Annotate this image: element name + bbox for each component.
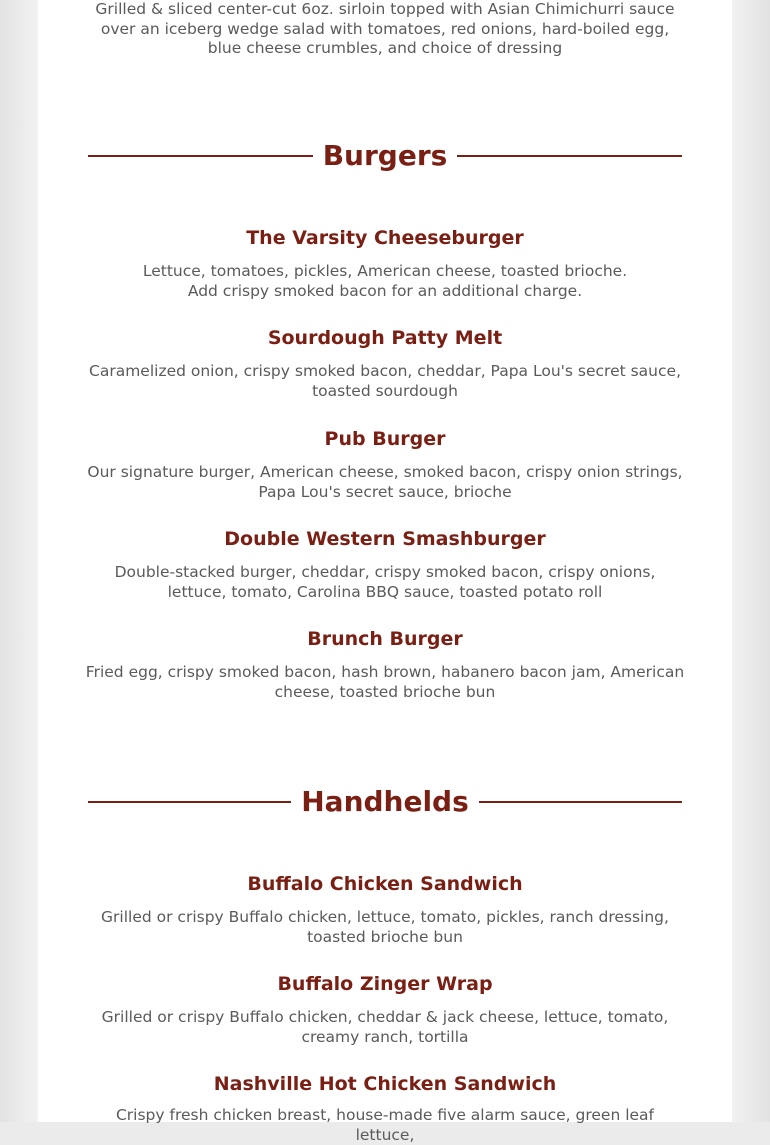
item-description: Our signature burger, American cheese, smoked bacon, crispy onion strings, Papa Lou's secret sauce, brioche [87, 463, 683, 501]
item-title: Double Western Smashburger [224, 528, 546, 550]
item-note: Add crispy smoked bacon for an additional charge. [187, 282, 583, 300]
item-description: Double-stacked burger, cheddar, crispy smoked bacon, crispy onions, lettuce, tomato, Carolina BBQ sauce, toasted potato roll [114, 563, 656, 601]
item-title: Buffalo Zinger Wrap [277, 973, 493, 995]
item-description: Caramelized onion, crispy smoked bacon, cheddar, Papa Lou's secret sauce, toasted sourdough [89, 362, 681, 400]
item-title: Sourdough Patty Melt [267, 327, 503, 349]
item-title: Pub Burger [324, 428, 446, 450]
item-description: Crispy fresh chicken breast, house-made five alarm sauce, green leaf lettuce, [115, 1106, 655, 1144]
divider-line [457, 155, 682, 157]
item-description: Fried egg, crispy smoked bacon, hash brown, habanero bacon jam, American cheese, toasted brioche bun [85, 663, 685, 701]
divider-line [479, 801, 682, 803]
item-description: Lettuce, tomatoes, pickles, American cheese, toasted brioche. [142, 262, 628, 280]
item-description: Grilled & sliced center-cut 6oz. sirloin topped with Asian Chimichurri sauce over an iceberg wedge salad with tomatoes, red onions, hard-boiled egg, blue cheese crumbles, and choice of dressing [95, 0, 675, 57]
section-header-burgers [88, 136, 682, 176]
item-description: Grilled or crispy Buffalo chicken, lettuce, tomato, pickles, ranch dressing, toasted brioche bun [101, 908, 669, 946]
item-title: Brunch Burger [307, 628, 463, 650]
item-title: Nashville Hot Chicken Sandwich [213, 1073, 557, 1095]
divider-line [88, 801, 291, 803]
item-description: Grilled or crispy Buffalo chicken, cheddar & jack cheese, lettuce, tomato, creamy ranch, tortilla [101, 1008, 669, 1046]
section-header-handhelds [88, 782, 682, 822]
divider-line [88, 155, 313, 157]
section-title: Burgers [322, 139, 448, 172]
page-left-margin [0, 0, 38, 1122]
item-title: The Varsity Cheeseburger [246, 227, 524, 249]
item-title: Buffalo Chicken Sandwich [247, 873, 523, 895]
section-title: Handhelds [301, 785, 469, 818]
page-right-margin [732, 0, 770, 1122]
